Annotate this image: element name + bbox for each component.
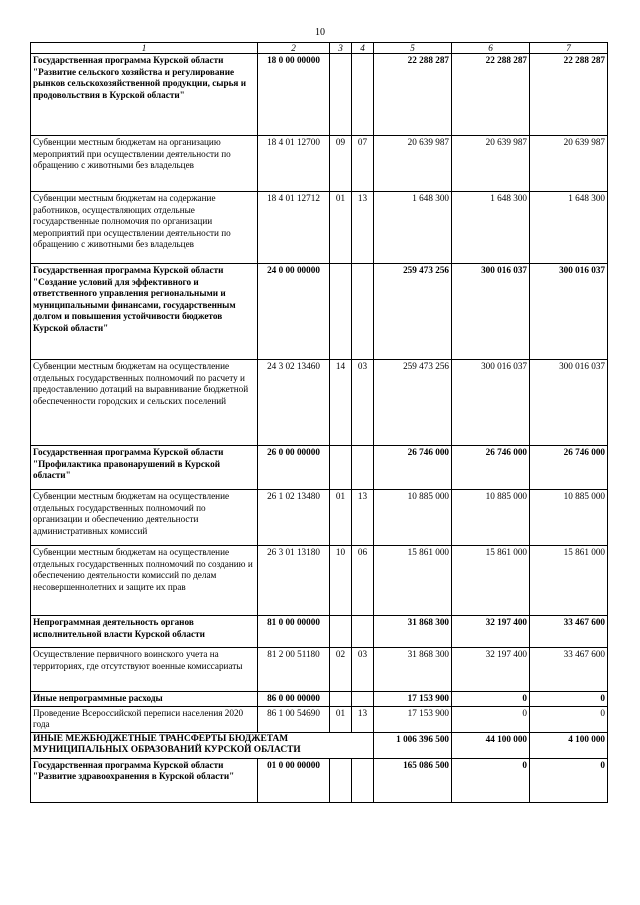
row-name: Субвенции местным бюджетам на осуществление отдельных государственных полномочий по расчету и предоставлению дотаций на выравнивание бюджетной обеспеченности городских и сельских поселений	[31, 360, 258, 446]
row-value-7: 22 288 287	[530, 54, 608, 136]
row-name: Непрограммная деятельность органов исполнительной власти Курской области	[31, 616, 258, 648]
row-code: 81 2 00 51180	[258, 648, 330, 692]
row-subsection	[352, 758, 374, 802]
table-row	[31, 706, 608, 732]
header-col-6: 6	[452, 43, 530, 54]
row-section	[330, 54, 352, 136]
row-value-7: 33 467 600	[530, 648, 608, 692]
row-value-5: 17 153 900	[374, 706, 452, 732]
header-col-1: 1	[31, 43, 258, 54]
row-name: Государственная программа Курской области "Создание условий для эффективного и ответственного управления региональными и муниципальными финансами, государственным долгом и повышения устойчивости бюджетов Курской области"	[31, 264, 258, 360]
row-subsection: 03	[352, 360, 374, 446]
header-col-7: 7	[530, 43, 608, 54]
row-value-6: 32 197 400	[452, 616, 530, 648]
table-row	[31, 616, 608, 648]
row-code: 24 0 00 00000	[258, 264, 330, 360]
header-col-5: 5	[374, 43, 452, 54]
row-subsection	[352, 616, 374, 648]
row-value-7: 0	[530, 758, 608, 802]
row-section: 10	[330, 546, 352, 616]
row-value-7: 10 885 000	[530, 490, 608, 546]
row-section	[330, 758, 352, 802]
row-value-5: 17 153 900	[374, 692, 452, 707]
row-section: 01	[330, 490, 352, 546]
row-name: Субвенции местным бюджетам на организацию мероприятий при осуществлении деятельности по обращению с животными без владельцев	[31, 136, 258, 192]
row-value-7: 26 746 000	[530, 446, 608, 490]
row-subsection: 13	[352, 192, 374, 264]
row-code: 26 3 01 13180	[258, 546, 330, 616]
row-subsection	[352, 692, 374, 707]
row-name: Государственная программа Курской области "Развитие сельского хозяйства и регулирование рынков сельскохозяйственной продукции, сырья и продовольствия в Курской области"	[31, 54, 258, 136]
row-value-5: 10 885 000	[374, 490, 452, 546]
budget-table	[30, 42, 608, 803]
row-code: 01 0 00 00000	[258, 758, 330, 802]
row-value-7: 20 639 987	[530, 136, 608, 192]
row-subsection	[352, 264, 374, 360]
row-value-7: 15 861 000	[530, 546, 608, 616]
row-value-5: 26 746 000	[374, 446, 452, 490]
row-value-7: 1 648 300	[530, 192, 608, 264]
row-section: 02	[330, 648, 352, 692]
row-section: 01	[330, 192, 352, 264]
row-subsection: 07	[352, 136, 374, 192]
row-section	[330, 692, 352, 707]
row-name: Иные непрограммные расходы	[31, 692, 258, 707]
row-value-6: 15 861 000	[452, 546, 530, 616]
table-row	[31, 648, 608, 692]
row-value-7: 4 100 000	[530, 732, 608, 758]
header-col-3: 3	[330, 43, 352, 54]
row-value-7: 33 467 600	[530, 616, 608, 648]
row-code: 81 0 00 00000	[258, 616, 330, 648]
row-value-6: 44 100 000	[452, 732, 530, 758]
table-row	[31, 136, 608, 192]
row-section: 09	[330, 136, 352, 192]
row-section: 14	[330, 360, 352, 446]
table-row	[31, 192, 608, 264]
row-value-5: 15 861 000	[374, 546, 452, 616]
row-subsection: 06	[352, 546, 374, 616]
row-value-7: 0	[530, 706, 608, 732]
row-section: 01	[330, 706, 352, 732]
row-value-6: 20 639 987	[452, 136, 530, 192]
table-row	[31, 54, 608, 136]
table-row	[31, 264, 608, 360]
row-value-5: 1 006 396 500	[374, 732, 452, 758]
row-value-6: 22 288 287	[452, 54, 530, 136]
row-section	[330, 616, 352, 648]
row-value-5: 22 288 287	[374, 54, 452, 136]
row-value-6: 0	[452, 692, 530, 707]
row-value-7: 300 016 037	[530, 360, 608, 446]
row-subsection	[352, 446, 374, 490]
row-code: 18 4 01 12712	[258, 192, 330, 264]
row-name: Проведение Всероссийской переписи населения 2020 года	[31, 706, 258, 732]
row-name: Субвенции местным бюджетам на содержание работников, осуществляющих отдельные государственные полномочия по организации мероприятий при осуществлении деятельности по обращению с животными без владельцев	[31, 192, 258, 264]
table-row	[31, 692, 608, 707]
row-section	[330, 446, 352, 490]
row-value-5: 31 868 300	[374, 616, 452, 648]
row-value-5: 259 473 256	[374, 264, 452, 360]
table-row	[31, 732, 608, 758]
row-code: 86 0 00 00000	[258, 692, 330, 707]
row-name: Субвенции местным бюджетам на осуществление отдельных государственных полномочий по созданию и обеспечению деятельности комиссий по делам несовершеннолетних и защите их прав	[31, 546, 258, 616]
row-name: Государственная программа Курской области "Развитие здравоохранения в Курской области"	[31, 758, 258, 802]
row-value-6: 26 746 000	[452, 446, 530, 490]
table-row	[31, 446, 608, 490]
row-code: 26 1 02 13480	[258, 490, 330, 546]
row-value-6: 0	[452, 758, 530, 802]
row-code: 26 0 00 00000	[258, 446, 330, 490]
row-value-6: 10 885 000	[452, 490, 530, 546]
row-name: Осуществление первичного воинского учета на территориях, где отсутствуют военные комиссариаты	[31, 648, 258, 692]
row-value-7: 300 016 037	[530, 264, 608, 360]
row-value-6: 1 648 300	[452, 192, 530, 264]
row-name: Субвенции местным бюджетам на осуществление отдельных государственных полномочий по организации и обеспечению деятельности административных комиссий	[31, 490, 258, 546]
row-value-6: 0	[452, 706, 530, 732]
row-value-5: 31 868 300	[374, 648, 452, 692]
row-value-6: 300 016 037	[452, 360, 530, 446]
row-value-5: 1 648 300	[374, 192, 452, 264]
row-code: 24 3 02 13460	[258, 360, 330, 446]
table-row	[31, 546, 608, 616]
row-subsection	[352, 54, 374, 136]
row-subsection: 13	[352, 706, 374, 732]
row-value-6: 300 016 037	[452, 264, 530, 360]
row-value-5: 20 639 987	[374, 136, 452, 192]
row-section	[330, 264, 352, 360]
row-value-7: 0	[530, 692, 608, 707]
row-code: 18 0 00 00000	[258, 54, 330, 136]
row-value-5: 165 086 500	[374, 758, 452, 802]
table-row	[31, 360, 608, 446]
row-name: Государственная программа Курской области "Профилактика правонарушений в Курской области"	[31, 446, 258, 490]
row-code: 18 4 01 12700	[258, 136, 330, 192]
row-code: 86 1 00 54690	[258, 706, 330, 732]
row-value-6: 32 197 400	[452, 648, 530, 692]
row-subsection: 13	[352, 490, 374, 546]
header-col-4: 4	[352, 43, 374, 54]
header-col-2: 2	[258, 43, 330, 54]
row-subsection: 03	[352, 648, 374, 692]
table-row	[31, 758, 608, 802]
header-row	[31, 43, 608, 54]
row-value-5: 259 473 256	[374, 360, 452, 446]
row-name: ИНЫЕ МЕЖБЮДЖЕТНЫЕ ТРАНСФЕРТЫ БЮДЖЕТАМ МУНИЦИПАЛЬНЫХ ОБРАЗОВАНИЙ КУРСКОЙ ОБЛАСТИ	[31, 732, 374, 758]
page-number: 10	[315, 27, 325, 38]
table-row	[31, 490, 608, 546]
